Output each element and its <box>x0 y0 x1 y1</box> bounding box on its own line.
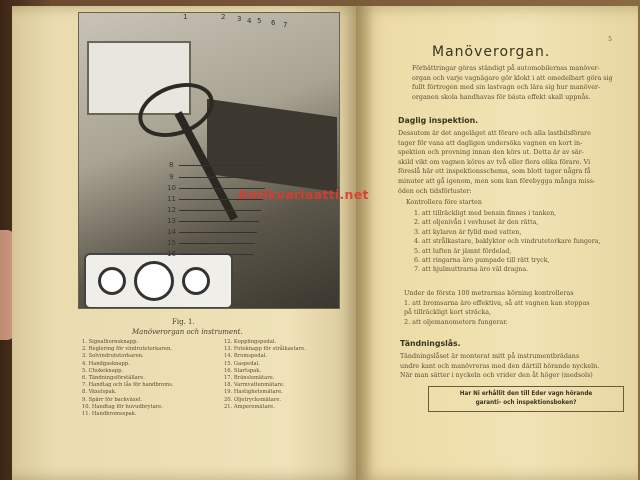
figure-label: Fig. 1. <box>172 318 195 326</box>
text-line: 1. att bromsarna äro effektiva, så att vagnen kan stoppas <box>404 298 590 307</box>
checklist-item: 4. att strålkastare, baklyktor och vindrutetorkare fungera, <box>414 238 601 246</box>
legend-item: 2. Reglering för vindrutetorkaren. <box>82 346 172 353</box>
checklist-item: 1. att tillräckligt med bensin finnes i tanken, <box>414 210 557 217</box>
text-line: skild vikt om vagnen köres av två eller flera olika förare. Vi <box>398 157 591 166</box>
section-heading-ignition: Tändningslås. <box>400 339 461 348</box>
checks-title: Kontrollera före starten <box>406 199 482 206</box>
fuel-gauge <box>98 267 126 295</box>
leader-line <box>179 165 269 166</box>
callout-5: 5 <box>257 17 262 25</box>
legend-item: 9. Spärr för backväxel. <box>82 396 143 403</box>
speedometer <box>134 261 174 301</box>
watermark: Antikvariaatti.net <box>238 187 369 202</box>
page-number: 5 <box>608 36 612 43</box>
note-line: Har Ni erhållit den till Eder vagn hörande <box>459 391 593 397</box>
legend-column-1 <box>82 339 174 418</box>
text-line: undre kant och manövreras med den därtill hörande nyckeln. <box>400 361 600 370</box>
text-line: organen skola handhavas för bästa effekt skall uppnås. <box>412 92 591 101</box>
inspection-paragraph <box>398 129 595 196</box>
legend-item: 17. Bränslemätare. <box>224 375 275 382</box>
legend-item: 6. Tändningsförställare. <box>82 375 145 382</box>
legend-item: 13. Fotoknapp för strålkastare. <box>224 346 306 353</box>
dashboard <box>207 99 337 192</box>
legend-item: 15. Gaspedal. <box>224 360 260 367</box>
legend-item: 21. Amperemätare. <box>224 403 275 410</box>
text-line: När man sätter i nyckeln och vrider den åt höger (medsols) <box>400 371 593 380</box>
text-line: föreslå här ett inspektionsschema, som blott tager några få <box>398 167 591 176</box>
text-line: Under de första 100 metrarnas körning kontrolleras <box>404 289 574 297</box>
figure-caption: Manöverorgan och instrument. <box>132 328 243 336</box>
callout-7: 7 <box>283 21 288 29</box>
callout-9: 9 <box>169 173 174 181</box>
text-line: tager för vana att dagligen undersöka vagnen en kort in- <box>398 138 583 147</box>
callout-1: 1 <box>183 13 188 21</box>
checklist-item: 7. att hjulmuttrarna äro väl dragna. <box>414 266 529 274</box>
checklist <box>414 209 600 275</box>
left-page <box>12 6 360 480</box>
ignition-paragraph <box>400 352 599 381</box>
callout-6: 6 <box>271 19 276 27</box>
text-line: fullt förtrogen med sin lastvagn och lära sig hur manöver- <box>412 83 601 92</box>
page-title: Manöverorgan. <box>432 44 551 60</box>
leader-line <box>179 232 257 233</box>
open-book <box>12 6 638 480</box>
callout-12: 12 <box>167 206 176 214</box>
legend-item: 5. Chokeknapp. <box>82 367 124 374</box>
checklist-item: 3. att kylaren är fylld med vatten, <box>414 228 522 236</box>
text-line: Tändningslåset är monterat mitt på instrumentbrädans <box>400 352 580 360</box>
text-line: på tillräckligt kort sträcka, <box>404 308 492 317</box>
boxed-note <box>428 386 624 412</box>
legend-item: 11. Handbromsspak. <box>82 411 137 418</box>
callout-8: 8 <box>169 161 174 169</box>
legend-item: 14. Bromspedal. <box>224 353 268 360</box>
leader-line <box>179 221 259 222</box>
legend-item: 20. Oljetrycksmätare. <box>224 396 282 403</box>
callout-10: 10 <box>167 184 176 192</box>
text-line: Förbättringar göras ständigt på automobilernas manöver- <box>412 64 600 72</box>
callout-16: 16 <box>167 250 176 258</box>
legend-item: 1. Signalhornsknapp. <box>82 339 139 345</box>
intro-paragraph <box>412 64 613 102</box>
right-page <box>356 6 638 480</box>
legend-item: 12. Kopplingspedal. <box>224 339 277 345</box>
text-line: organ och varje vagnägare gör klokt i att omedelbart göra sig <box>412 73 613 82</box>
dashboard-photo <box>78 12 340 309</box>
leader-line <box>179 210 261 211</box>
checklist-item: 6. att ringarna äro pumpade till rätt tryck, <box>414 257 550 265</box>
text-line: minuter att gå igenom, men som kan förebygga många miss- <box>398 176 596 185</box>
legend-item: 3. Solvindrutetorkaren. <box>82 353 144 360</box>
legend-item: 4. Handgasknapp. <box>82 360 130 367</box>
text-line: 2. att oljemanometern fungerar. <box>404 317 508 326</box>
note-line: garanti- och inspektionsboken? <box>475 400 577 406</box>
callout-3: 3 <box>237 15 242 23</box>
callout-15: 15 <box>167 239 176 247</box>
legend-item: 18. Varmvattenmätare. <box>224 382 285 389</box>
callout-14: 14 <box>167 228 176 236</box>
text-line: spektion och provning innan den körs ut. Detta är av sär- <box>398 148 584 157</box>
legend-item: 10. Handtag för huvudbrytare. <box>82 403 163 410</box>
gauge-panel <box>84 253 233 309</box>
legend-item: 7. Handtag och lås för handbroms. <box>82 382 174 389</box>
legend-column-2 <box>224 339 306 411</box>
text-line: Dessutom är det angeläget att förare och alla lastbilsförare <box>398 129 591 137</box>
callout-11: 11 <box>167 195 176 203</box>
checklist-item: 2. att oljenivån i vevhuset är den rätta, <box>414 219 539 227</box>
callout-4: 4 <box>247 17 252 25</box>
legend-item: 16. Startspak. <box>224 367 262 374</box>
oil-gauge <box>182 267 210 295</box>
leader-line <box>179 254 253 255</box>
leader-line <box>179 177 267 178</box>
callout-2: 2 <box>221 13 226 21</box>
leader-line <box>179 243 255 244</box>
section-heading-inspection: Daglig inspektion. <box>398 116 479 125</box>
legend-item: 19. Hastighetsmätare. <box>224 389 283 396</box>
legend-item: 8. Växelspak. <box>82 389 117 396</box>
driving-checks <box>404 289 590 327</box>
text-line: öden och tidsförluster: <box>398 186 472 195</box>
callout-13: 13 <box>167 217 176 225</box>
checklist-item: 5. att luften är jämnt fördelad, <box>414 247 512 255</box>
